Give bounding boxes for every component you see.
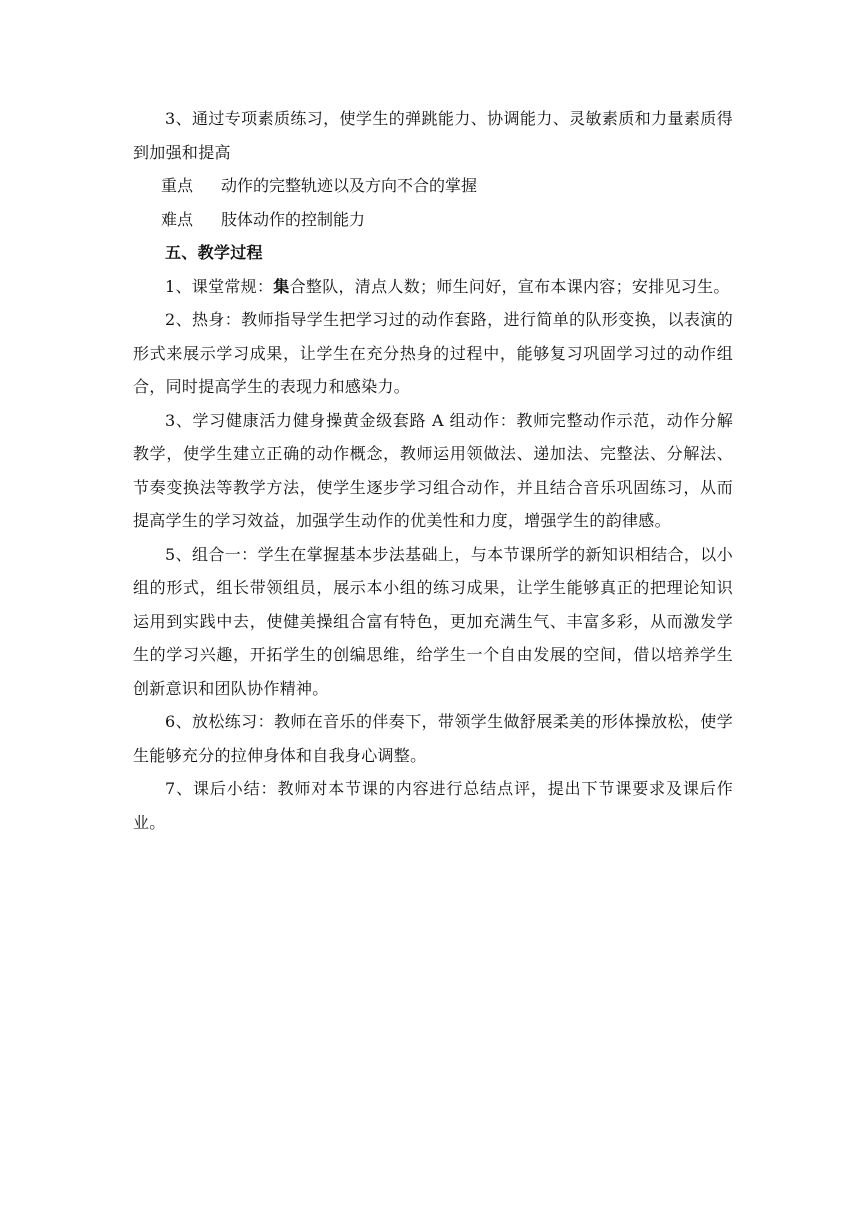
step-1-paragraph <box>133 270 733 304</box>
step-5-paragraph: 5、组合一：学生在掌握基本步法基础上，与本节课所学的新知识相结合，以小组的形式，组长带领组员，展示本小组的练习成果，让学生能够真正的把理论知识运用到实践中去，使健美操组合富有特色，更加充满生气、丰富多彩，从而激发学生的学习兴趣，开拓学生的创编思维，给学生一个自由发展的空间，借以培养学生创新意识和团队协作精神。 <box>133 544 733 698</box>
step-6-paragraph: 6、放松练习：教师在音乐的伴奏下，带领学生做舒展柔美的形体操放松，使学生能够充分的拉伸身体和自我身心调整。 <box>133 712 733 765</box>
step-2-paragraph: 2、热身：教师指导学生把学习过的动作套路，进行简单的队形变换，以表演的形式来展示学习成果，让学生在充分热身的过程中，能够复习巩固学习过的动作组合，同时提高学生的表现力和感染力。 <box>133 310 733 396</box>
document-body <box>133 102 733 839</box>
goal-3-paragraph: 3、通过专项素质练习，使学生的弹跳能力、协调能力、灵敏素质和力量素质得到加强和提高 <box>133 109 733 162</box>
section-heading-teaching-process: 五、教学过程 <box>165 243 263 262</box>
key-point-text: 动作的完整轨迹以及方向不合的掌握 <box>221 176 478 195</box>
key-point-label: 重点 <box>161 176 194 195</box>
difficulty-text: 肢体动作的控制能力 <box>221 209 366 229</box>
key-point-row <box>133 169 733 203</box>
step-7-paragraph: 7、课后小结：教师对本节课的内容进行总结点评，提出下节课要求及课后作业。 <box>133 779 733 832</box>
step-3-paragraph: 3、学习健康活力健身操黄金级套路 A 组动作：教师完整动作示范，动作分解教学，使学生建立正确的动作概念，教师运用领做法、递加法、完整法、分解法、节奏变换法等教学方法，使学生逐步学习组合动作，并且结合音乐巩固练习，从而提高学生的学习效益，加强学生动作的优美性和力度，增强学生的韵律感。 <box>133 410 733 530</box>
step-1-prefix: 1、课堂常规： <box>165 276 274 296</box>
difficulty-row <box>133 203 733 237</box>
step-1-rest: 合整队，清点人数；师生问好，宣布本课内容；安排见习生。 <box>289 276 730 296</box>
difficulty-label: 难点 <box>161 209 194 229</box>
step-1-bold-char: 集 <box>273 276 290 296</box>
